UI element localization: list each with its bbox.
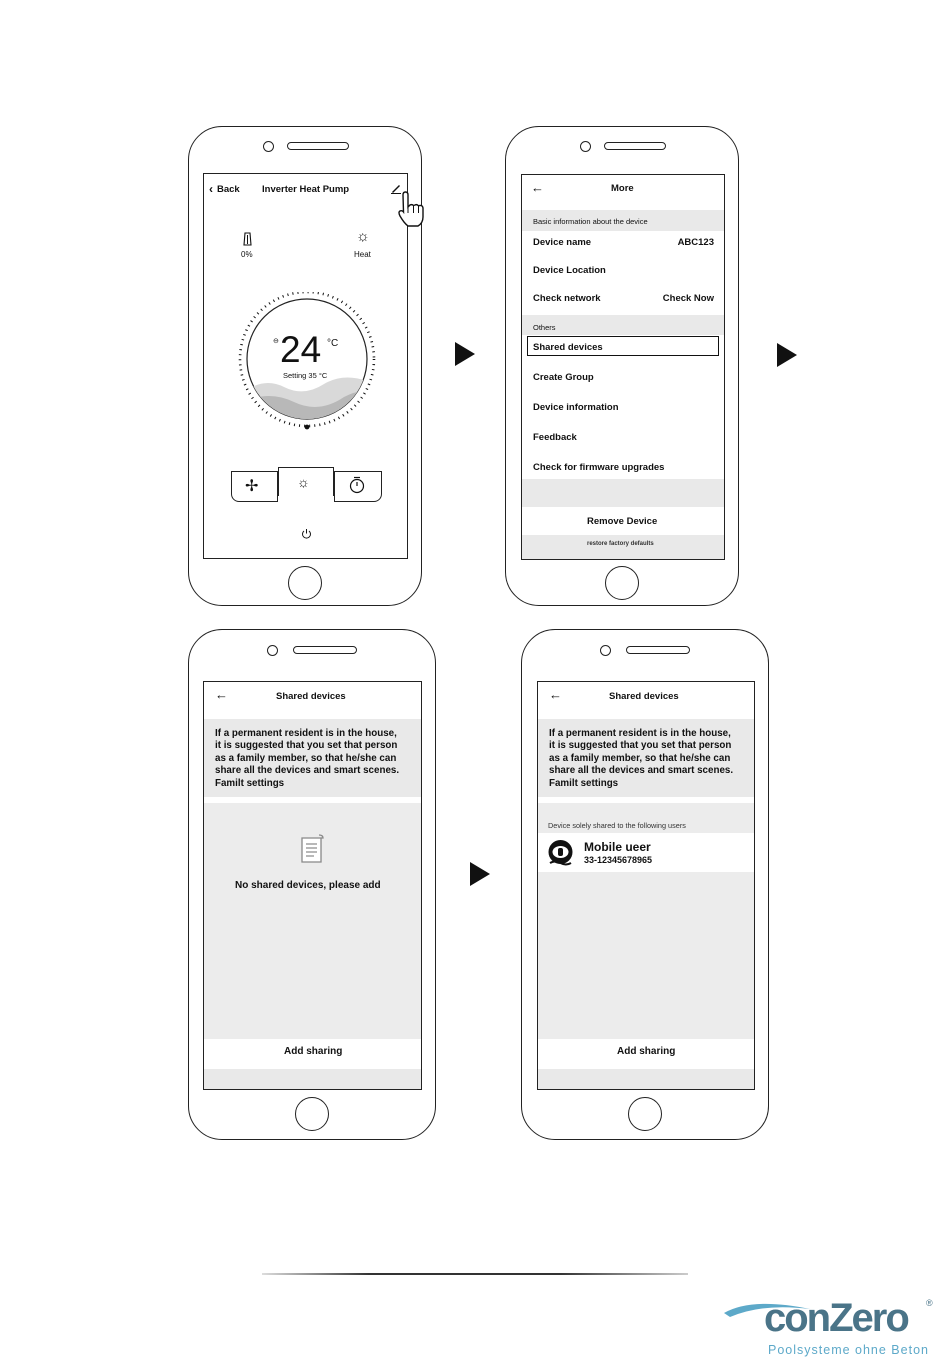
- footer-band: [204, 1069, 421, 1090]
- speaker-grille: [626, 646, 690, 654]
- sun-icon: ☼: [297, 474, 310, 490]
- check-now-link[interactable]: Check Now: [662, 293, 714, 304]
- camera-icon: [580, 141, 591, 152]
- camera-icon: [267, 645, 278, 656]
- power-icon[interactable]: [301, 528, 312, 539]
- humidity-value: 0%: [241, 250, 253, 259]
- device-name-value: ABC123: [677, 237, 714, 248]
- section-band: [522, 479, 724, 507]
- phone-mockup-2: [505, 126, 739, 606]
- step-arrow-icon: [470, 862, 490, 886]
- speaker-grille: [604, 142, 666, 150]
- footer-divider: [262, 1273, 688, 1275]
- section-header-basic: Basic information about the device: [533, 217, 648, 226]
- temperature-unit: °C: [327, 338, 339, 349]
- mode-button-group: [231, 471, 382, 504]
- feedback-item[interactable]: Feedback: [533, 432, 577, 443]
- arrow-left-icon[interactable]: ←: [531, 180, 544, 195]
- humidity-icon: [243, 232, 252, 246]
- firmware-upgrade-item[interactable]: Check for firmware upgrades: [533, 462, 665, 473]
- phone-mockup-4: [521, 629, 769, 1140]
- tapping-hand-icon: [395, 191, 427, 229]
- footer-band: [522, 535, 724, 560]
- camera-icon: [600, 645, 611, 656]
- remove-device-button[interactable]: Remove Device: [587, 516, 658, 527]
- phone-mockup-3: [188, 629, 436, 1140]
- heat-mode-label: Heat: [354, 250, 371, 259]
- timer-icon: [349, 476, 365, 494]
- add-sharing-button[interactable]: Add sharing: [284, 1046, 343, 1057]
- arrow-left-icon[interactable]: ←: [215, 687, 228, 702]
- device-name-label[interactable]: Device name: [533, 237, 592, 248]
- message-line: share all the devices and smart scenes.: [549, 765, 734, 777]
- step-arrow-icon: [777, 343, 797, 367]
- family-settings-link[interactable]: Familt settings: [549, 777, 619, 789]
- heat-sun-icon: ☼: [356, 228, 370, 245]
- device-information-item[interactable]: Device information: [533, 402, 619, 413]
- step-arrow-icon: [455, 342, 475, 366]
- conzero-logo: [718, 1290, 940, 1360]
- heat-pump-control-screen: [203, 173, 408, 559]
- speaker-grille: [293, 646, 357, 654]
- screen-title: Shared devices: [276, 691, 346, 702]
- camera-icon: [263, 141, 274, 152]
- logo-brand: conZero: [764, 1296, 908, 1340]
- message-line: it is suggested that you set that person: [549, 740, 732, 752]
- chevron-left-icon[interactable]: ‹: [209, 182, 213, 196]
- empty-state-text: No shared devices, please add: [235, 880, 381, 891]
- family-member-message: [215, 728, 399, 790]
- shared-devices-item[interactable]: Shared devices: [533, 342, 603, 353]
- section-header-others: Others: [533, 323, 556, 332]
- speaker-grille: [287, 142, 349, 150]
- message-line: as a family member, so that he/she can: [215, 752, 397, 764]
- empty-area: [538, 872, 754, 1039]
- family-member-message: [549, 728, 733, 790]
- user-name: Mobile ueer: [584, 840, 651, 854]
- home-button: [295, 1097, 329, 1131]
- home-button: [288, 566, 322, 600]
- footer-band: [538, 1069, 754, 1090]
- home-button: [628, 1097, 662, 1131]
- user-phone: 33-12345678965: [584, 855, 653, 865]
- create-group-item[interactable]: Create Group: [533, 372, 594, 383]
- temperature-value: 24: [280, 329, 322, 370]
- device-location-item[interactable]: Device Location: [533, 265, 606, 276]
- user-avatar-icon: [546, 839, 575, 867]
- logo-registered: ®: [926, 1298, 933, 1308]
- back-button[interactable]: Back: [217, 184, 240, 195]
- phone-mockup-1: [188, 126, 422, 606]
- fan-icon: ✢: [245, 478, 259, 495]
- message-line: as a family member, so that he/she can: [549, 752, 731, 764]
- screen-title: Inverter Heat Pump: [262, 184, 350, 195]
- message-line: share all the devices and smart scenes.: [215, 765, 400, 777]
- more-settings-screen: [521, 174, 725, 560]
- shared-section-label: Device solely shared to the following users: [548, 821, 686, 830]
- screen-title: Shared devices: [609, 691, 679, 702]
- arrow-left-icon[interactable]: ←: [549, 687, 562, 702]
- minus-indicator: ⊖: [273, 338, 279, 345]
- add-sharing-button[interactable]: Add sharing: [617, 1046, 676, 1057]
- home-button: [605, 566, 639, 600]
- empty-document-icon: [297, 834, 327, 866]
- restore-defaults-link[interactable]: restore factory defaults: [587, 541, 654, 547]
- check-network-item[interactable]: Check network: [533, 293, 601, 304]
- family-settings-link[interactable]: Familt settings: [215, 777, 285, 789]
- screen-title: More: [611, 183, 634, 194]
- shared-devices-user-screen: [537, 681, 755, 1090]
- message-line: it is suggested that you set that person: [215, 740, 398, 752]
- logo-tagline: Poolsysteme ohne Beton: [768, 1343, 929, 1357]
- shared-devices-empty-screen: [203, 681, 422, 1090]
- message-line: If a permanent resident is in the house,: [215, 728, 397, 739]
- setting-temperature: Setting 35 °C: [283, 371, 328, 380]
- message-line: If a permanent resident is in the house,: [549, 728, 731, 739]
